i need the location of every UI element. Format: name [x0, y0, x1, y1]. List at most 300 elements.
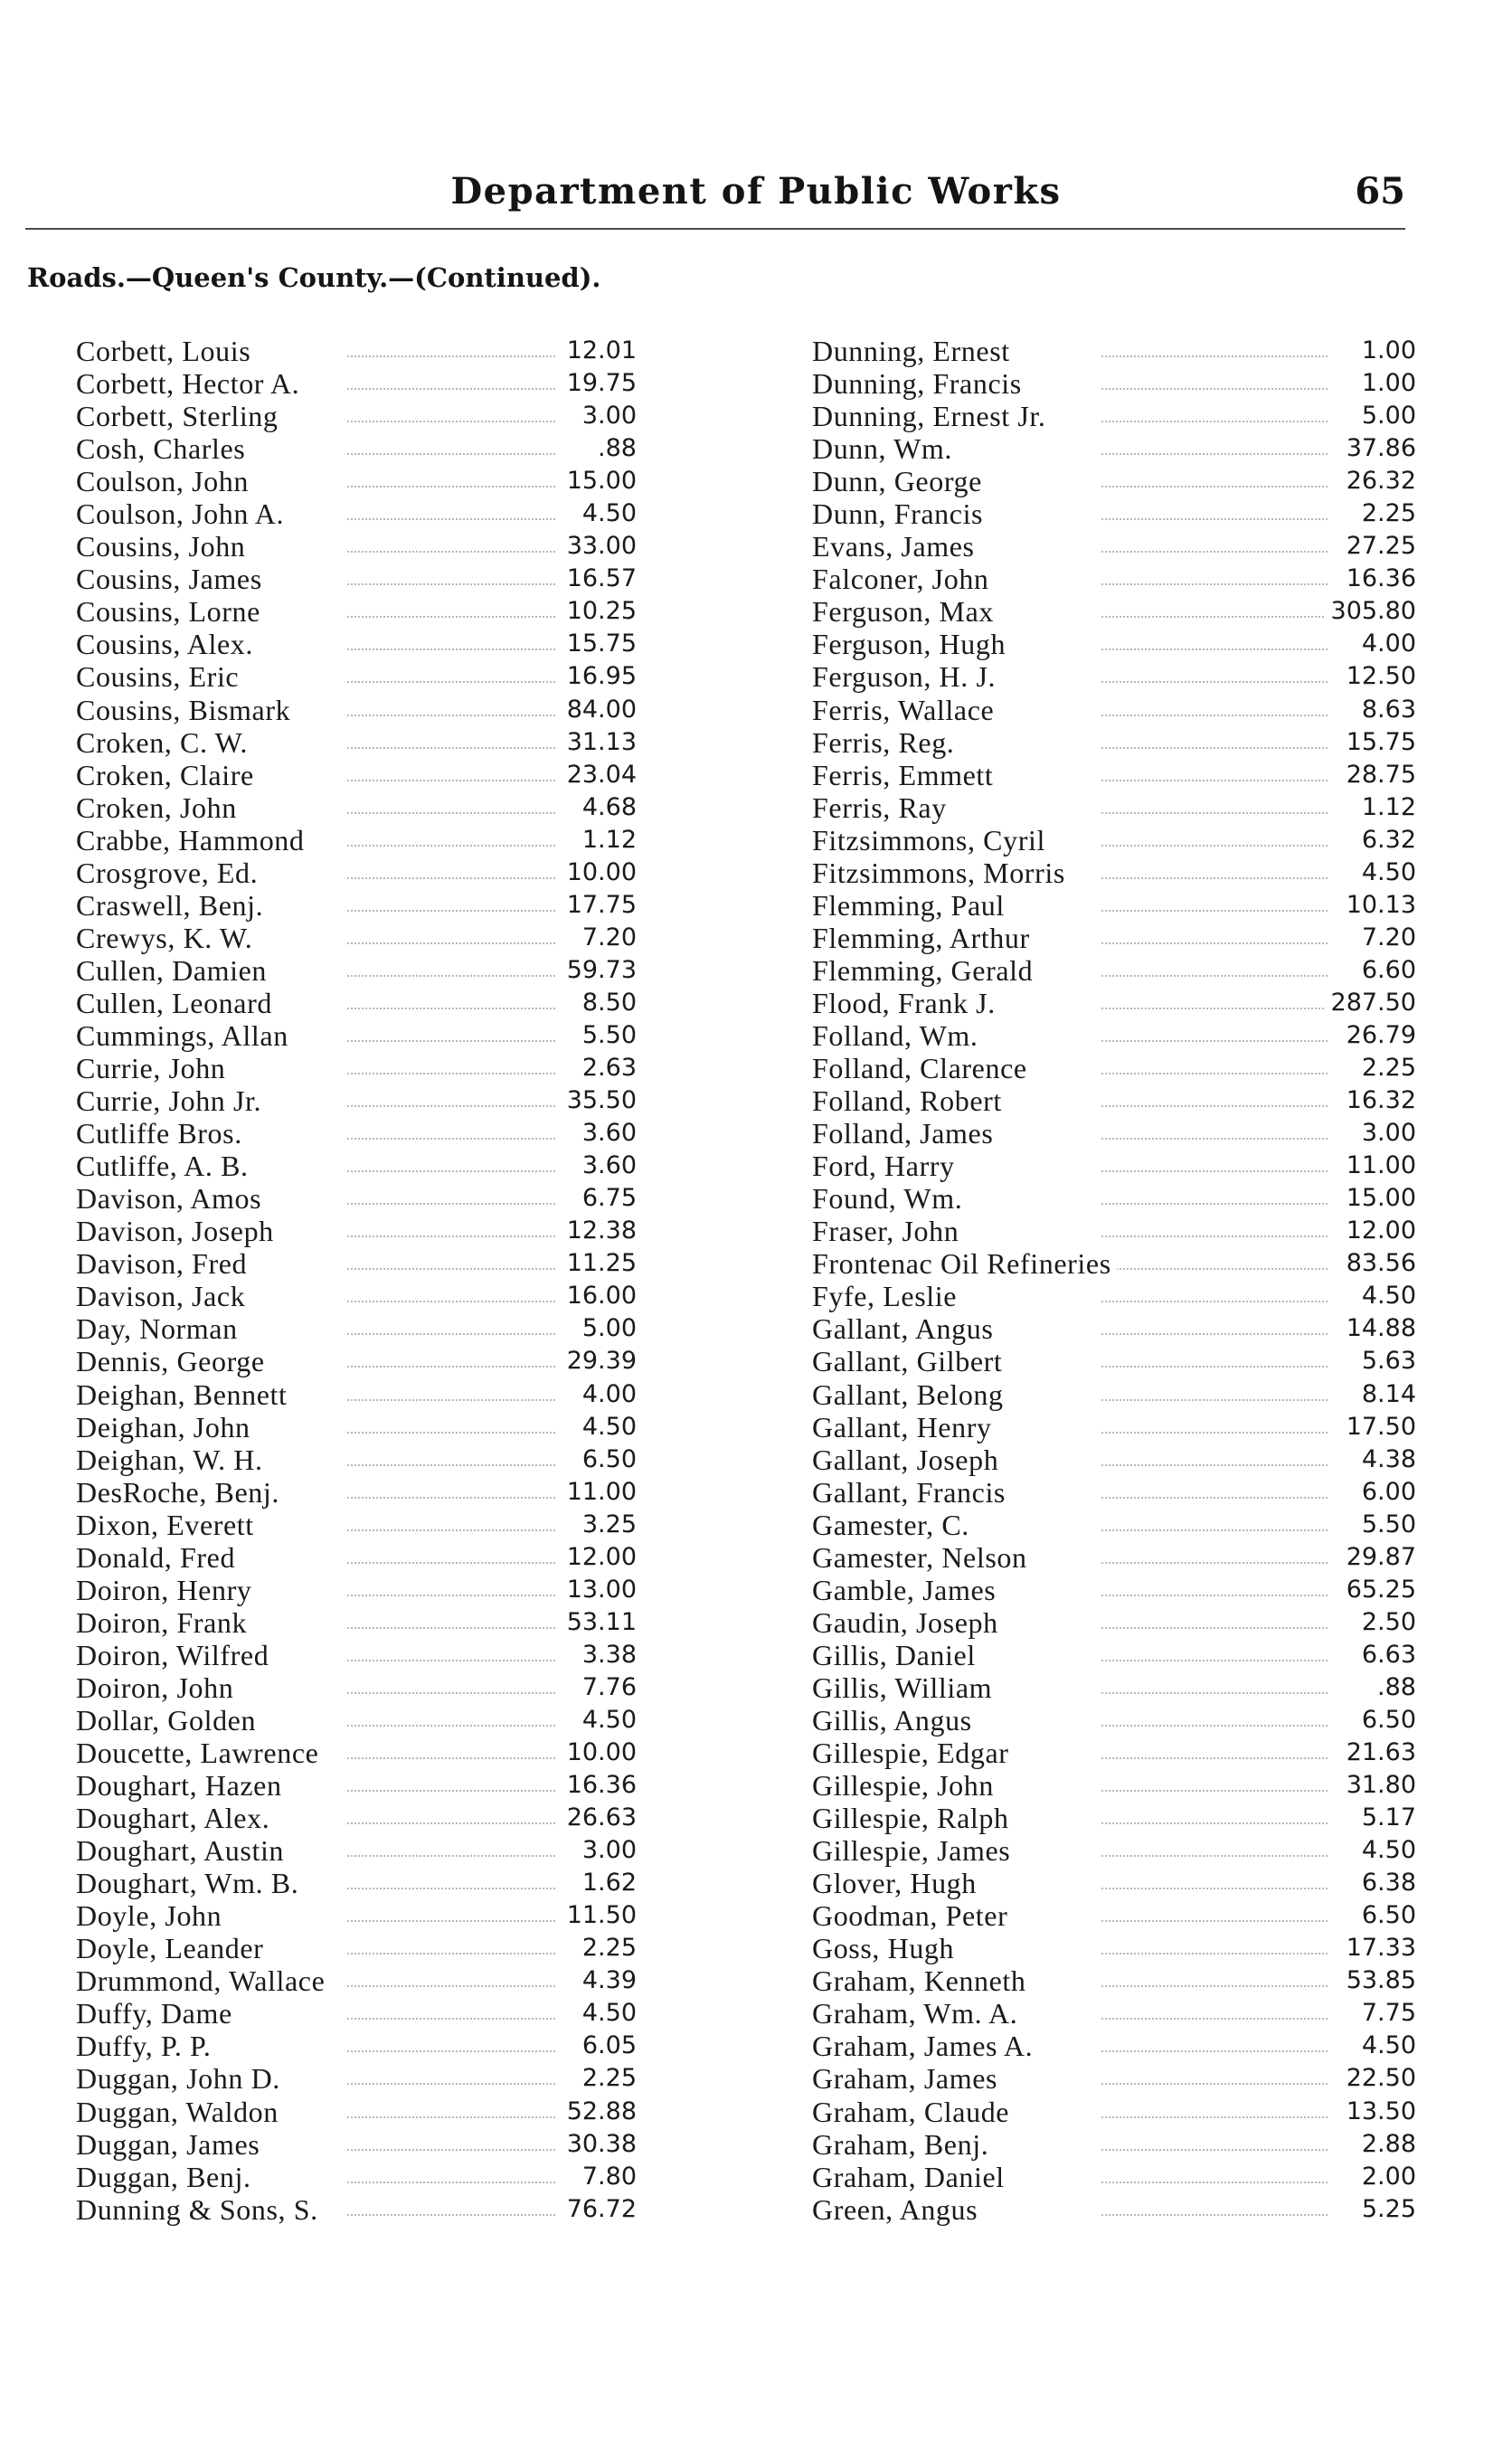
- dot-leader: [347, 1529, 555, 1531]
- list-item: [76, 1084, 637, 1117]
- page-number: 65: [1355, 170, 1405, 213]
- payment-amount: 4.39: [577, 1964, 637, 1997]
- dot-leader: [347, 518, 555, 520]
- dot-leader: [1101, 616, 1328, 618]
- payee-name: Cullen, Leonard: [76, 987, 278, 1019]
- payment-amount: 6.50: [1356, 1899, 1416, 1932]
- list-item: [812, 432, 1416, 465]
- dot-leader: [347, 1953, 555, 1955]
- list-item: [76, 432, 637, 465]
- payment-amount: 33.00: [562, 530, 637, 563]
- payee-name: Doiron, John: [76, 1671, 239, 1704]
- dot-leader: [347, 1399, 555, 1401]
- list-item: [76, 2030, 637, 2062]
- dot-leader: [347, 1432, 555, 1434]
- dot-leader: [347, 2083, 555, 2085]
- list-item: [76, 1541, 637, 1574]
- list-item: [76, 1997, 637, 2030]
- dot-leader: [1101, 518, 1328, 520]
- dot-leader: [1101, 1497, 1328, 1499]
- payment-amount: 16.32: [1341, 1084, 1416, 1117]
- payee-name: Davison, Amos: [76, 1182, 267, 1215]
- payment-amount: 65.25: [1341, 1574, 1416, 1606]
- payee-name: Gillespie, John: [812, 1769, 999, 1802]
- dot-leader: [347, 2149, 555, 2151]
- payment-amount: 30.38: [562, 2128, 637, 2161]
- list-item: [812, 497, 1416, 530]
- list-item: [76, 1378, 637, 1411]
- payment-amount: 5.50: [1356, 1509, 1416, 1541]
- payee-name: Gillis, Angus: [812, 1704, 978, 1737]
- list-item: [812, 1084, 1416, 1117]
- payment-amount: 6.60: [1356, 954, 1416, 987]
- list-item: [812, 335, 1416, 367]
- payee-name: Gallant, Angus: [812, 1312, 998, 1345]
- list-item: [76, 1639, 637, 1671]
- payment-amount: 52.88: [562, 2096, 637, 2128]
- list-item: [812, 1541, 1416, 1574]
- list-item: [76, 1215, 637, 1247]
- payee-name: Ford, Harry: [812, 1150, 960, 1182]
- list-item: [76, 1019, 637, 1052]
- dot-leader: [347, 780, 555, 781]
- dot-leader: [1101, 1920, 1328, 1922]
- payee-name: Doiron, Henry: [76, 1574, 257, 1606]
- dot-leader: [347, 747, 555, 749]
- list-item: [76, 1964, 637, 1997]
- payment-amount: 14.88: [1341, 1312, 1416, 1345]
- list-item: [812, 1052, 1416, 1084]
- list-item: [812, 1215, 1416, 1247]
- dot-leader: [347, 1333, 555, 1335]
- dot-leader: [347, 1268, 555, 1270]
- list-item: [812, 954, 1416, 987]
- payment-amount: 17.33: [1341, 1932, 1416, 1964]
- payee-name: Gaudin, Joseph: [812, 1606, 1004, 1639]
- payee-name: Flood, Frank J.: [812, 987, 1001, 1019]
- payment-amount: 1.12: [577, 824, 637, 857]
- dot-leader: [347, 551, 555, 553]
- dot-leader: [347, 1985, 555, 1987]
- dot-leader: [1101, 1073, 1328, 1074]
- payment-amount: 1.00: [1356, 335, 1416, 367]
- list-item: [812, 1867, 1416, 1899]
- payee-name: Gamester, Nelson: [812, 1541, 1033, 1574]
- payee-name: Cutliffe Bros.: [76, 1117, 248, 1150]
- payment-amount: 21.63: [1341, 1737, 1416, 1769]
- payment-amount: 59.73: [562, 954, 637, 987]
- payee-name: Gillis, Daniel: [812, 1639, 981, 1671]
- payee-name: Davison, Joseph: [76, 1215, 279, 1247]
- list-item: [76, 2193, 637, 2226]
- payment-amount: 7.20: [1356, 922, 1416, 954]
- list-item: [76, 1312, 637, 1345]
- dot-leader: [347, 2050, 555, 2052]
- payee-name: Cousins, Eric: [76, 660, 244, 693]
- list-item: [76, 530, 637, 563]
- list-item: [76, 1150, 637, 1182]
- payment-amount: 13.00: [562, 1574, 637, 1606]
- payee-name: Dunn, George: [812, 465, 988, 497]
- payee-name: Cousins, Lorne: [76, 595, 266, 628]
- payment-amount: 8.50: [577, 987, 637, 1019]
- list-item: [76, 1443, 637, 1476]
- payee-name: Gillespie, Ralph: [812, 1802, 1015, 1834]
- list-item: [76, 1704, 637, 1737]
- payee-name: Duffy, Dame: [76, 1997, 238, 2030]
- list-item: [76, 2096, 637, 2128]
- payee-name: Fraser, John: [812, 1215, 964, 1247]
- list-item: [812, 1117, 1416, 1150]
- payee-name: Gallant, Joseph: [812, 1443, 1004, 1476]
- dot-leader: [1101, 421, 1328, 422]
- list-item: [812, 1802, 1416, 1834]
- dot-leader: [347, 1855, 555, 1857]
- payment-amount: 4.50: [577, 497, 637, 530]
- payment-amount: 31.13: [562, 726, 637, 759]
- payment-amount: 4.50: [1356, 2030, 1416, 2062]
- dot-leader: [1101, 1464, 1328, 1466]
- payment-amount: 6.05: [577, 2030, 637, 2062]
- list-item: [76, 987, 637, 1019]
- dot-leader: [1101, 877, 1328, 879]
- payee-name: Cosh, Charles: [76, 432, 250, 465]
- payee-name: Flemming, Gerald: [812, 954, 1038, 987]
- dot-leader: [347, 1920, 555, 1922]
- payment-amount: 2.63: [577, 1052, 637, 1084]
- dot-leader: [347, 845, 555, 847]
- list-item: [812, 1476, 1416, 1509]
- payee-name: Crewys, K. W.: [76, 922, 258, 954]
- payee-name: Ferguson, H. J.: [812, 660, 1001, 693]
- dot-leader: [1101, 747, 1328, 749]
- dot-leader: [347, 1888, 555, 1889]
- payee-name: Dennis, George: [76, 1345, 270, 1377]
- payee-name: Flemming, Arthur: [812, 922, 1035, 954]
- dot-leader: [1101, 1725, 1328, 1727]
- payment-amount: 7.80: [577, 2161, 637, 2193]
- payee-name: Doiron, Frank: [76, 1606, 252, 1639]
- list-item: [76, 1182, 637, 1215]
- dot-leader: [1101, 845, 1328, 847]
- payment-amount: 4.38: [1356, 1443, 1416, 1476]
- list-item: [812, 824, 1416, 857]
- list-item: [812, 1280, 1416, 1312]
- payment-amount: 11.50: [562, 1899, 637, 1932]
- payee-name: Deighan, W. H.: [76, 1443, 269, 1476]
- list-item: [76, 791, 637, 824]
- payee-name: Folland, Robert: [812, 1084, 1007, 1117]
- dot-leader: [1101, 486, 1328, 487]
- payee-name: Folland, Wm.: [812, 1019, 984, 1052]
- dot-leader: [1101, 1953, 1328, 1955]
- payee-name: Deighan, Bennett: [76, 1378, 293, 1411]
- dot-leader: [347, 1366, 555, 1368]
- dot-leader: [347, 616, 555, 618]
- payment-amount: 2.50: [1356, 1606, 1416, 1639]
- list-item: [76, 1117, 637, 1150]
- dot-leader: [1101, 1985, 1328, 1987]
- dot-leader: [1101, 1268, 1328, 1270]
- dot-leader: [1101, 681, 1328, 683]
- dot-leader: [1101, 1692, 1328, 1694]
- payment-amount: 10.00: [562, 857, 637, 889]
- list-item: [812, 1509, 1416, 1541]
- payment-amount: 6.75: [577, 1182, 637, 1215]
- list-item: [812, 1378, 1416, 1411]
- list-item: [812, 1899, 1416, 1932]
- dot-leader: [1101, 1822, 1328, 1824]
- dot-leader: [1101, 1562, 1328, 1564]
- payee-name: Cutliffe, A. B.: [76, 1150, 254, 1182]
- dot-leader: [347, 421, 555, 422]
- list-item: [812, 1671, 1416, 1704]
- payment-amount: 83.56: [1341, 1247, 1416, 1280]
- list-item: [76, 1737, 637, 1769]
- payee-name: Craswell, Benj.: [76, 889, 269, 922]
- payee-name: Evans, James: [812, 530, 980, 563]
- payment-amount: 5.00: [1356, 400, 1416, 432]
- payee-name: Cummings, Allan: [76, 1019, 294, 1052]
- payment-amount: 10.25: [562, 595, 637, 628]
- payee-name: Corbett, Louis: [76, 335, 256, 367]
- page-title: Department of Public Works: [450, 170, 1062, 213]
- payment-amount: .88: [1372, 1671, 1416, 1704]
- payment-amount: 3.00: [1356, 1117, 1416, 1150]
- payee-name: Fitzsimmons, Cyril: [812, 824, 1051, 857]
- payment-amount: 287.50: [1326, 987, 1416, 1019]
- dot-leader: [347, 1822, 555, 1824]
- payment-amount: 3.60: [577, 1117, 637, 1150]
- payment-amount: 12.00: [1341, 1215, 1416, 1247]
- dot-leader: [347, 975, 555, 977]
- dot-leader: [347, 715, 555, 716]
- payee-name: Ferguson, Hugh: [812, 628, 1011, 660]
- dot-leader: [1101, 812, 1328, 814]
- payee-name: Deighan, John: [76, 1411, 256, 1443]
- payee-name: Graham, James A.: [812, 2030, 1038, 2062]
- dot-leader: [1101, 2182, 1328, 2183]
- left-column: [76, 335, 637, 2226]
- dot-leader: [1101, 910, 1328, 912]
- payment-amount: 27.25: [1341, 530, 1416, 563]
- payment-amount: 5.00: [577, 1312, 637, 1345]
- payee-name: Corbett, Sterling: [76, 400, 284, 432]
- payment-amount: 2.25: [577, 1932, 637, 1964]
- dot-leader: [347, 355, 555, 357]
- dot-leader: [1101, 2214, 1328, 2216]
- dot-leader: [1101, 1790, 1328, 1792]
- dot-leader: [1101, 1040, 1328, 1042]
- payment-amount: 6.38: [1356, 1867, 1416, 1899]
- payment-amount: 12.00: [562, 1541, 637, 1574]
- payee-name: Flemming, Paul: [812, 889, 1010, 922]
- dot-leader: [347, 1757, 555, 1759]
- payment-amount: 84.00: [562, 694, 637, 726]
- payment-amount: 4.68: [577, 791, 637, 824]
- payee-name: DesRoche, Benj.: [76, 1476, 285, 1509]
- payment-amount: 4.50: [1356, 1280, 1416, 1312]
- list-item: [76, 1574, 637, 1606]
- list-item: [76, 563, 637, 595]
- payment-amount: 4.50: [577, 1997, 637, 2030]
- payee-name: Crosgrove, Ed.: [76, 857, 263, 889]
- payment-amount: 17.50: [1341, 1411, 1416, 1443]
- list-item: [812, 1574, 1416, 1606]
- dot-leader: [347, 2116, 555, 2118]
- payee-name: Gallant, Francis: [812, 1476, 1011, 1509]
- payee-name: Ferguson, Max: [812, 595, 999, 628]
- list-item: [76, 726, 637, 759]
- payee-name: Fitzsimmons, Morris: [812, 857, 1071, 889]
- payee-name: Dunning & Sons, S.: [76, 2193, 324, 2226]
- payee-name: Gallant, Henry: [812, 1411, 997, 1443]
- dot-leader: [347, 2214, 555, 2216]
- list-item: [76, 335, 637, 367]
- payee-name: Ferris, Emmett: [812, 759, 998, 791]
- payee-name: Currie, John Jr.: [76, 1084, 267, 1117]
- list-item: [76, 1345, 637, 1377]
- dot-leader: [1101, 551, 1328, 553]
- payment-amount: 2.88: [1356, 2128, 1416, 2161]
- payee-name: Cousins, John: [76, 530, 250, 563]
- dot-leader: [1101, 780, 1328, 781]
- list-item: [812, 563, 1416, 595]
- payee-name: Doiron, Wilfred: [76, 1639, 274, 1671]
- list-item: [76, 660, 637, 693]
- list-item: [812, 595, 1416, 628]
- list-item: [812, 1443, 1416, 1476]
- list-item: [812, 1932, 1416, 1964]
- payment-amount: 6.50: [577, 1443, 637, 1476]
- payment-amount: 10.13: [1341, 889, 1416, 922]
- dot-leader: [347, 1595, 555, 1596]
- list-item: [76, 2062, 637, 2095]
- list-item: [76, 954, 637, 987]
- payment-amount: 4.50: [1356, 857, 1416, 889]
- dot-leader: [1101, 1627, 1328, 1629]
- list-item: [812, 987, 1416, 1019]
- payment-amount: 3.38: [577, 1639, 637, 1671]
- payment-amount: 6.50: [1356, 1704, 1416, 1737]
- payee-name: Glover, Hugh: [812, 1867, 982, 1899]
- dot-leader: [347, 1203, 555, 1205]
- payment-amount: 2.25: [1356, 497, 1416, 530]
- list-item: [76, 497, 637, 530]
- payee-name: Croken, Claire: [76, 759, 260, 791]
- payment-amount: 4.50: [1356, 1834, 1416, 1867]
- payee-name: Gamble, James: [812, 1574, 1001, 1606]
- payment-amount: 2.25: [1356, 1052, 1416, 1084]
- payment-amount: 7.75: [1356, 1997, 1416, 2030]
- payment-amount: 15.00: [562, 465, 637, 497]
- dot-leader: [347, 486, 555, 487]
- list-item: [76, 1834, 637, 1867]
- dot-leader: [347, 1464, 555, 1466]
- payee-name: Doyle, John: [76, 1899, 227, 1932]
- list-item: [812, 922, 1416, 954]
- payment-amount: 15.75: [1341, 726, 1416, 759]
- list-item: [76, 1280, 637, 1312]
- dot-leader: [1101, 648, 1328, 650]
- payee-name: Gillespie, James: [812, 1834, 1016, 1867]
- list-item: [76, 1769, 637, 1802]
- payee-name: Graham, James: [812, 2062, 1003, 2095]
- payee-name: Dunning, Ernest: [812, 335, 1016, 367]
- dot-leader: [1101, 715, 1328, 716]
- payee-name: Dunn, Francis: [812, 497, 988, 530]
- list-item: [76, 824, 637, 857]
- list-item: [76, 1606, 637, 1639]
- dot-leader: [1101, 1855, 1328, 1857]
- payee-name: Fyfe, Leslie: [812, 1280, 962, 1312]
- list-item: [812, 628, 1416, 660]
- payee-name: Green, Angus: [812, 2193, 983, 2226]
- list-item: [812, 1964, 1416, 1997]
- dot-leader: [1101, 583, 1328, 585]
- payment-amount: 16.00: [562, 1280, 637, 1312]
- payee-name: Dunning, Francis: [812, 367, 1027, 400]
- payee-name: Folland, Clarence: [812, 1052, 1033, 1084]
- list-item: [76, 2128, 637, 2161]
- payment-amount: 11.25: [562, 1247, 637, 1280]
- dot-leader: [347, 1040, 555, 1042]
- list-item: [76, 1899, 637, 1932]
- payment-amount: 4.50: [577, 1704, 637, 1737]
- dot-leader: [347, 681, 555, 683]
- payment-amount: 3.00: [577, 1834, 637, 1867]
- dot-leader: [1101, 2050, 1328, 2052]
- payment-amount: 17.75: [562, 889, 637, 922]
- list-item: [812, 791, 1416, 824]
- dot-leader: [347, 1073, 555, 1074]
- list-item: [76, 1476, 637, 1509]
- payee-name: Gallant, Gilbert: [812, 1345, 1007, 1377]
- list-item: [76, 694, 637, 726]
- payee-name: Duggan, John D.: [76, 2062, 286, 2095]
- list-item: [76, 1867, 637, 1899]
- payee-name: Coulson, John: [76, 465, 254, 497]
- list-item: [812, 530, 1416, 563]
- dot-leader: [1101, 1660, 1328, 1661]
- payee-name: Doucette, Lawrence: [76, 1737, 324, 1769]
- list-item: [812, 1182, 1416, 1215]
- dot-leader: [347, 1562, 555, 1564]
- dot-leader: [347, 942, 555, 944]
- list-item: [76, 1509, 637, 1541]
- dot-leader: [1101, 1105, 1328, 1107]
- payment-amount: 7.76: [577, 1671, 637, 1704]
- list-item: [76, 889, 637, 922]
- payee-name: Dunn, Wm.: [812, 432, 958, 465]
- payment-amount: 19.75: [562, 367, 637, 400]
- list-item: [812, 857, 1416, 889]
- payment-amount: 53.85: [1341, 1964, 1416, 1997]
- payment-amount: 12.01: [562, 335, 637, 367]
- list-item: [76, 1932, 637, 1964]
- list-item: [812, 1411, 1416, 1443]
- section-heading: Roads.—Queen's County.—(Continued).: [27, 262, 601, 293]
- payee-name: Ferris, Reg.: [812, 726, 959, 759]
- payee-name: Dixon, Everett: [76, 1509, 260, 1541]
- payee-name: Currie, John: [76, 1052, 231, 1084]
- payee-name: Croken, John: [76, 791, 242, 824]
- payee-name: Graham, Benj.: [812, 2128, 994, 2161]
- payment-amount: 3.60: [577, 1150, 637, 1182]
- dot-leader: [1101, 1333, 1328, 1335]
- payment-amount: 5.17: [1356, 1802, 1416, 1834]
- list-item: [812, 1737, 1416, 1769]
